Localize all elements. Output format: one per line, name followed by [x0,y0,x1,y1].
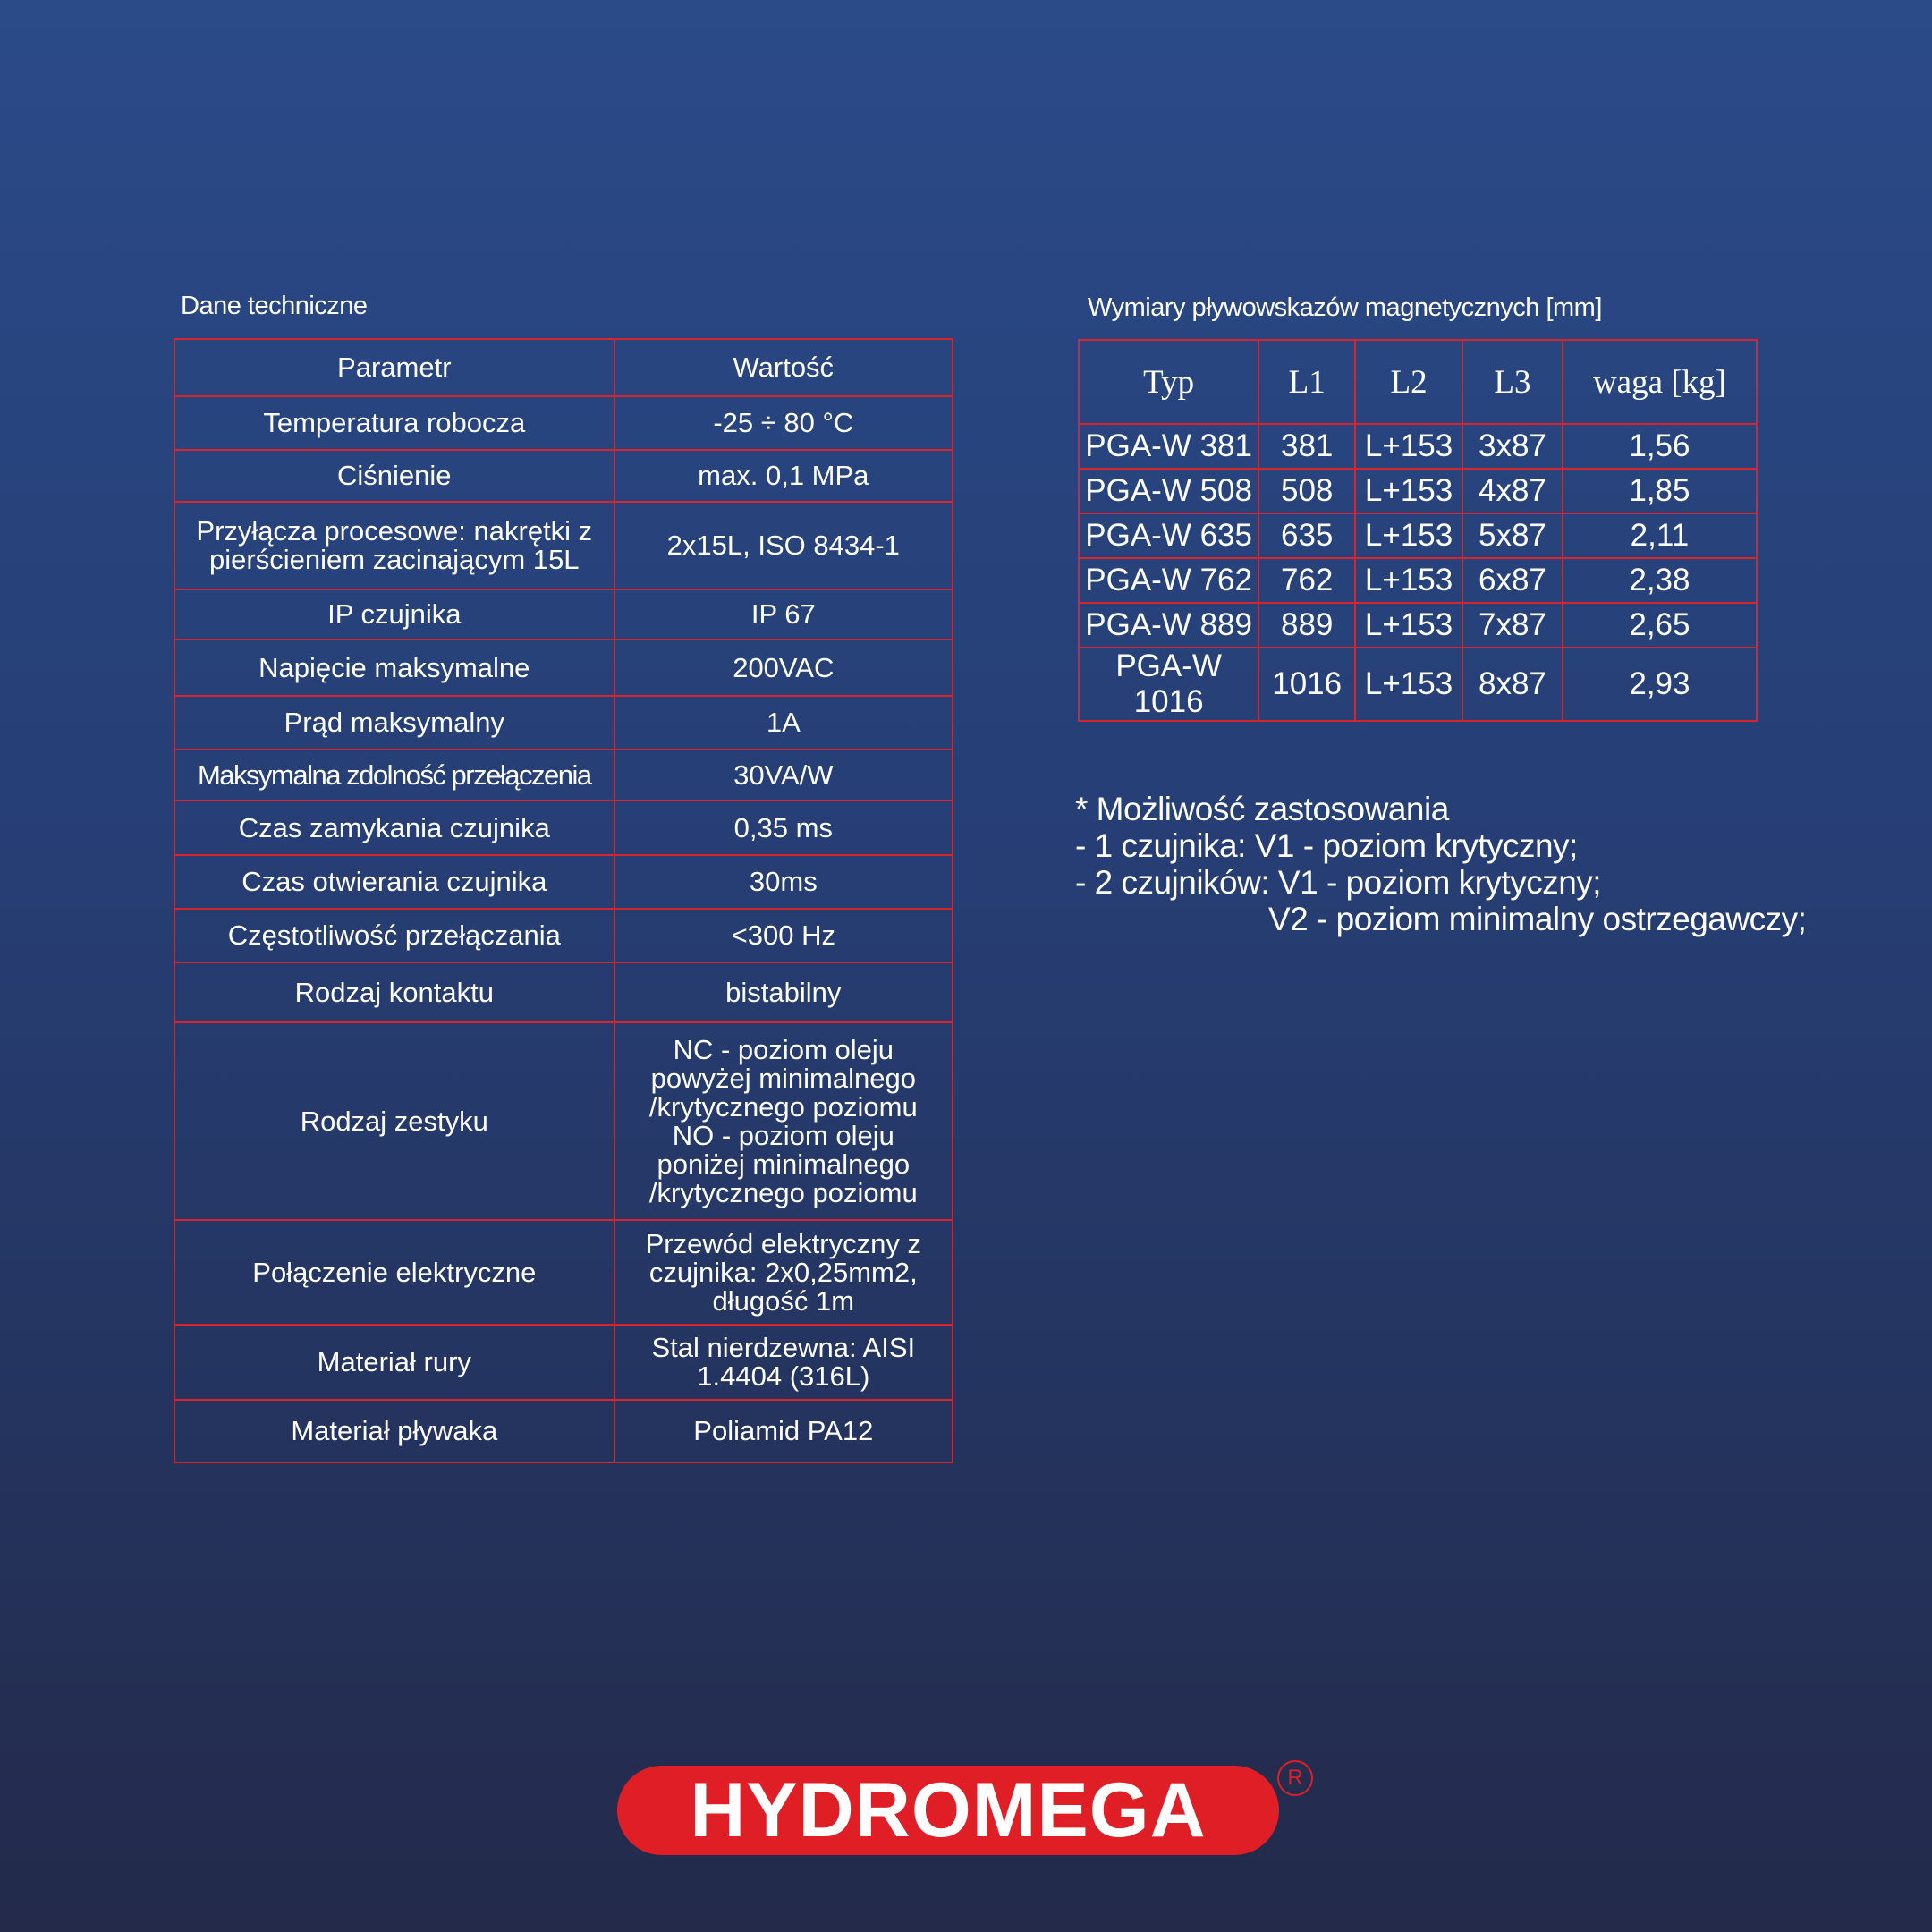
l3-cell: 7x87 [1462,603,1563,648]
waga-cell: 2,65 [1563,603,1757,648]
typ-cell: PGA-W 889 [1079,603,1258,648]
table-row [1079,513,1757,558]
header-l1: L1 [1258,340,1355,424]
header-typ: Typ [1079,340,1258,424]
table-row [174,1325,953,1400]
l3-cell: 8x87 [1462,648,1563,721]
waga-cell: 2,11 [1563,513,1757,558]
value-cell: 30VA/W [614,750,953,801]
table-row [1079,424,1757,469]
table-row [174,640,953,696]
table-row [174,801,953,855]
value-cell: IP 67 [614,589,953,640]
header-l3: L3 [1462,340,1563,424]
value-cell: 1A [614,696,953,750]
l3-cell: 5x87 [1462,513,1563,558]
table-row [174,855,953,909]
table-row [174,450,953,502]
param-cell: Napięcie maksymalne [174,640,614,696]
param-cell: Prąd maksymalny [174,696,614,750]
table-row [1079,469,1757,513]
header-parametr: Parametr [174,339,614,396]
value-cell: 0,35 ms [614,801,953,855]
param-cell: Przyłącza procesowe: nakrętki z pierścieniem zacinającym 15L [174,502,614,589]
l2-cell: L+153 [1355,513,1462,558]
l1-cell: 889 [1258,603,1355,648]
dims-table-caption: Wymiary pływowskazów magnetycznych [mm] [1088,293,1602,322]
table-row [174,750,953,801]
value-cell: Stal nierdzewna: AISI 1.4404 (316L) [614,1325,953,1400]
l2-cell: L+153 [1355,648,1462,721]
param-cell: Połączenie elektryczne [174,1220,614,1325]
typ-cell: PGA-W 762 [1079,558,1258,603]
table-row [174,502,953,589]
header-wartosc: Wartość [614,339,953,396]
table-row [1079,648,1757,721]
l2-cell: L+153 [1355,424,1462,469]
value-cell: NC - poziom oleju powyżej minimalnego /krytycznego poziomu NO - poziom oleju poniżej minimalnego /krytycznego poziomu [614,1022,953,1220]
table-header-row [1079,340,1757,424]
l3-cell: 6x87 [1462,558,1563,603]
tech-table-caption: Dane techniczne [181,292,368,320]
typ-cell: PGA-W 508 [1079,469,1258,513]
value-cell: 200VAC [614,640,953,696]
note-line: - 1 czujnika: V1 - poziom krytyczny; [1075,827,1578,864]
value-cell: bistabilny [614,962,953,1022]
table-row [1079,558,1757,603]
value-cell: 30ms [614,855,953,909]
table-row [174,962,953,1022]
table-header-row [174,339,953,396]
param-cell: Temperatura robocza [174,396,614,450]
value-cell: <300 Hz [614,909,953,962]
l2-cell: L+153 [1355,558,1462,603]
param-cell: Maksymalna zdolność przełączenia [174,750,614,801]
l1-cell: 508 [1258,469,1355,513]
header-waga: waga [kg] [1563,340,1757,424]
header-l2: L2 [1355,340,1462,424]
l1-cell: 762 [1258,558,1355,603]
param-cell: Rodzaj zestyku [174,1022,614,1220]
table-row [174,589,953,640]
table-row [174,1400,953,1462]
param-cell: Ciśnienie [174,450,614,502]
typ-cell: PGA-W 381 [1079,424,1258,469]
value-cell: -25 ÷ 80 °C [614,396,953,450]
value-cell: max. 0,1 MPa [614,450,953,502]
table-row [174,696,953,750]
table-row [1079,603,1757,648]
value-cell: Poliamid PA12 [614,1400,953,1462]
waga-cell: 2,38 [1563,558,1757,603]
param-cell: Materiał pływaka [174,1400,614,1462]
param-cell: Rodzaj kontaktu [174,962,614,1022]
waga-cell: 2,93 [1563,648,1757,721]
param-cell: Czas zamykania czujnika [174,801,614,855]
l3-cell: 3x87 [1462,424,1563,469]
registered-mark-icon: R [1277,1760,1313,1796]
waga-cell: 1,56 [1563,424,1757,469]
table-row [174,909,953,962]
waga-cell: 1,85 [1563,469,1757,513]
param-cell: Materiał rury [174,1325,614,1400]
value-cell: 2x15L, ISO 8434-1 [614,502,953,589]
l2-cell: L+153 [1355,469,1462,513]
usage-notes [1075,791,1806,937]
note-line: * Możliwość zastosowania [1075,791,1449,827]
logo-text: HYDROMEGA [690,1767,1207,1853]
l2-cell: L+153 [1355,603,1462,648]
typ-cell: PGA-W 1016 [1079,648,1258,721]
note-line: V2 - poziom minimalny ostrzegawczy; [1268,901,1807,937]
l1-cell: 381 [1258,424,1355,469]
l3-cell: 4x87 [1462,469,1563,513]
table-row [174,396,953,450]
l1-cell: 635 [1258,513,1355,558]
table-row [174,1220,953,1325]
hydromega-logo [617,1766,1279,1855]
param-cell: Częstotliwość przełączania [174,909,614,962]
table-row [174,1022,953,1220]
value-cell: Przewód elektryczny z czujnika: 2x0,25mm2, długość 1m [614,1220,953,1325]
l1-cell: 1016 [1258,648,1355,721]
dimensions-table [1078,339,1758,722]
technical-data-table [174,338,953,1463]
param-cell: IP czujnika [174,589,614,640]
note-line: - 2 czujników: V1 - poziom krytyczny; [1075,864,1602,901]
typ-cell: PGA-W 635 [1079,513,1258,558]
param-cell: Czas otwierania czujnika [174,855,614,909]
